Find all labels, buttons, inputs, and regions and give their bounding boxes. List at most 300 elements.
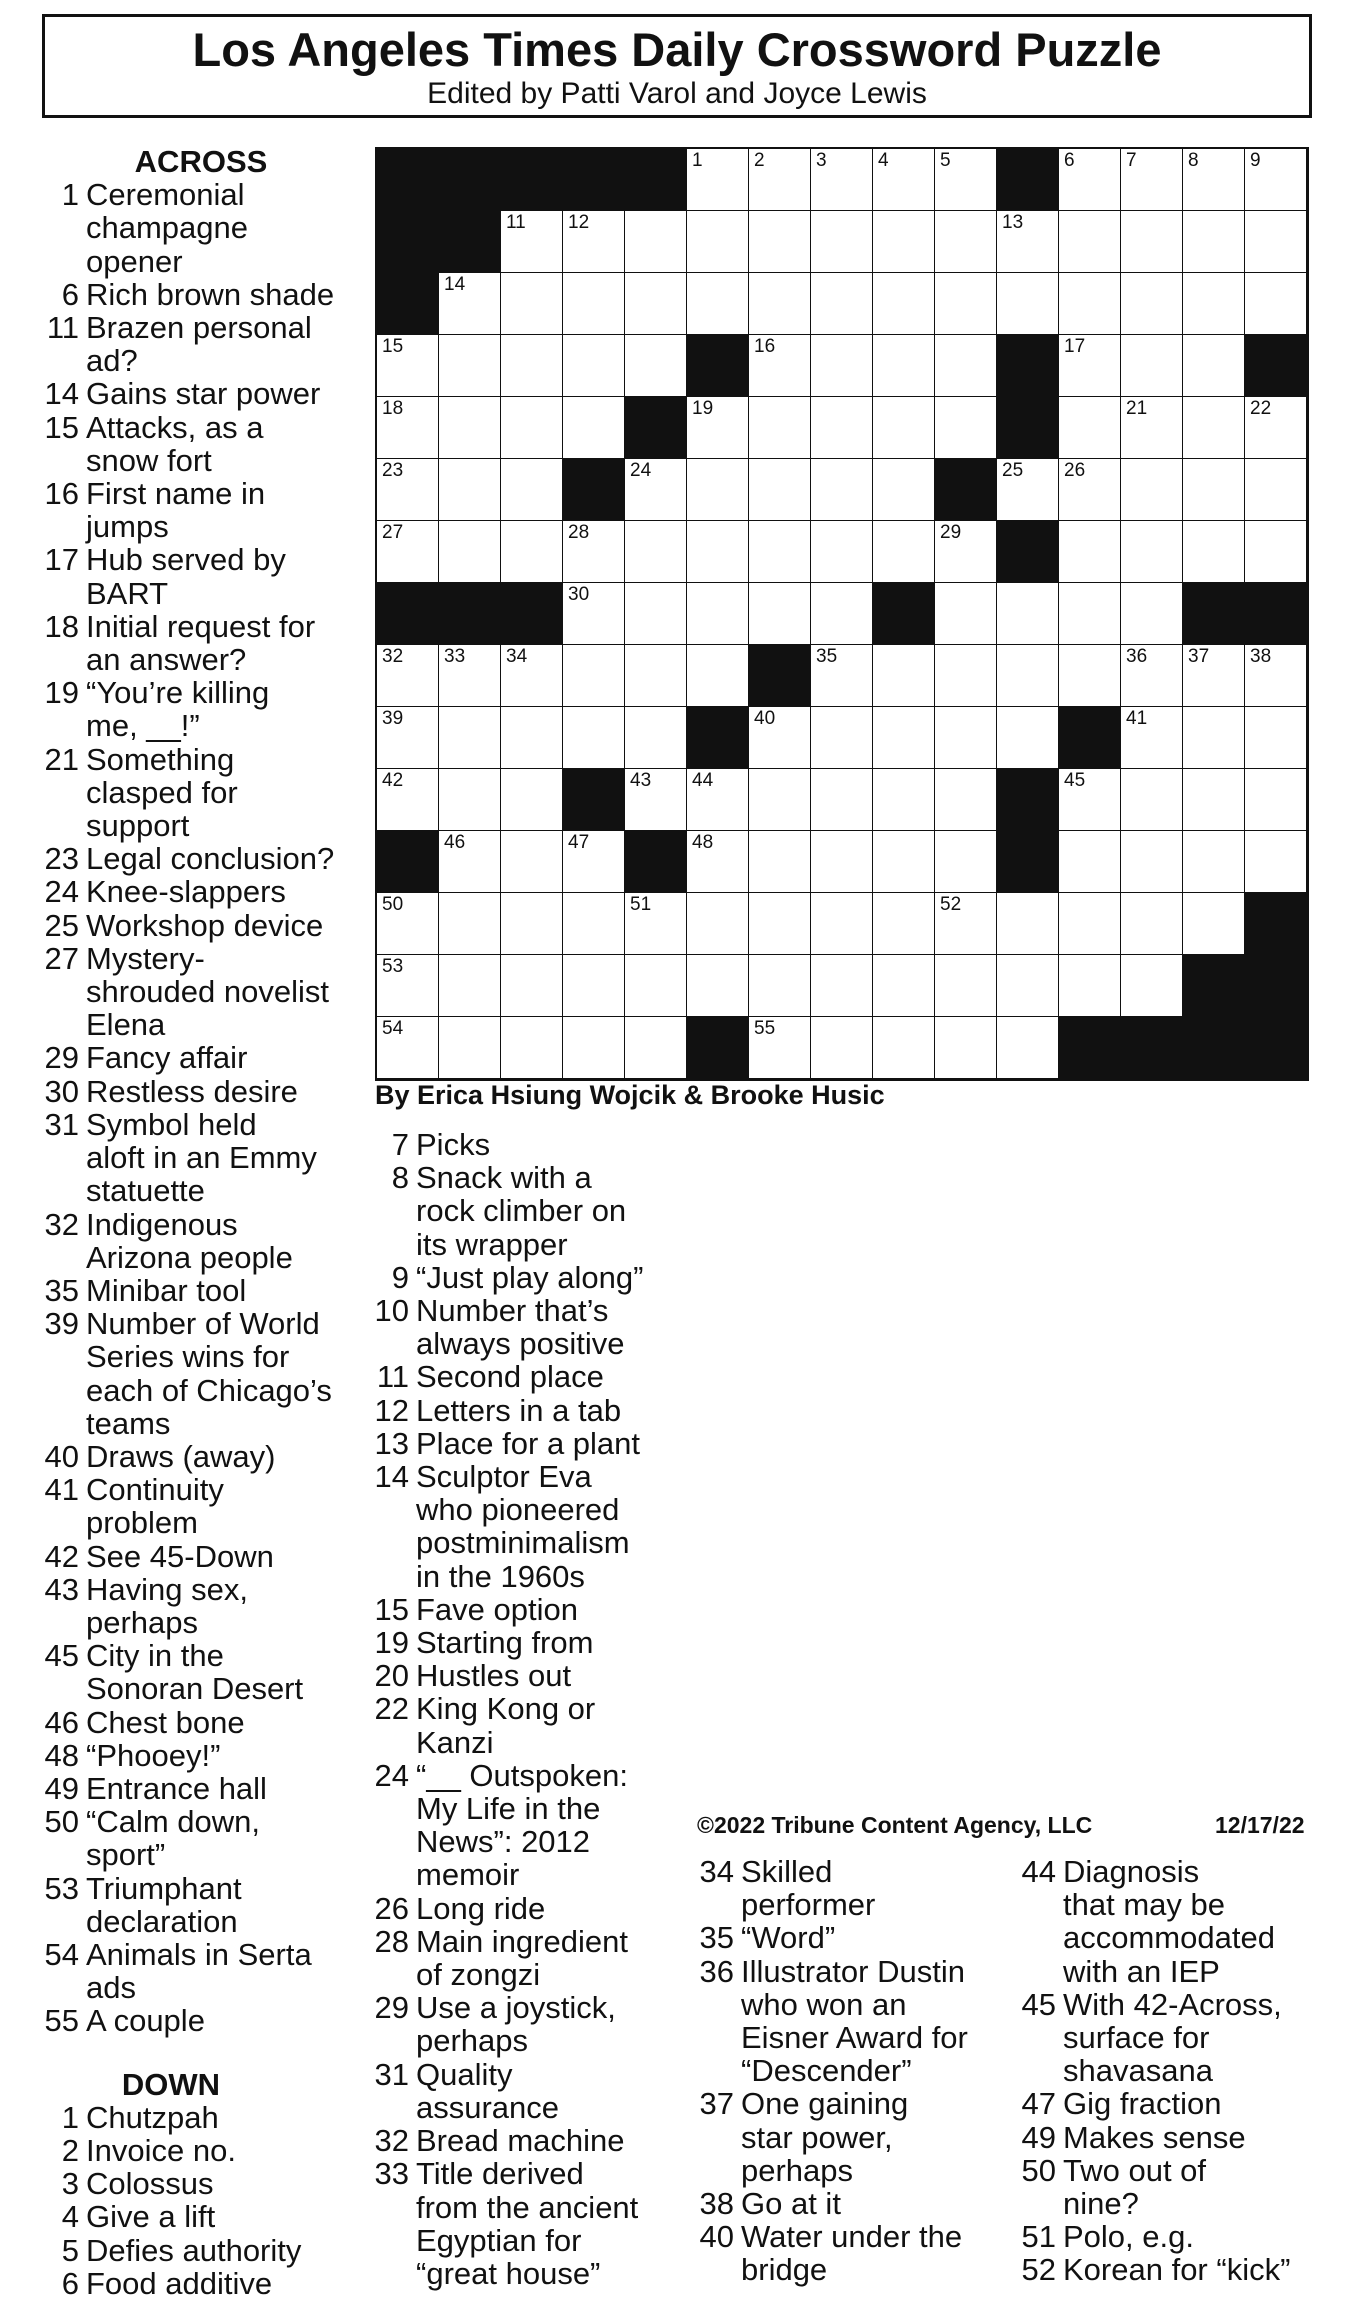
clue-text: performer bbox=[741, 1887, 876, 1923]
grid-cell[interactable] bbox=[749, 955, 811, 1017]
grid-cell[interactable] bbox=[1183, 707, 1245, 769]
down-clue-7 bbox=[372, 1128, 672, 1161]
cell-number: 54 bbox=[382, 1018, 404, 1039]
grid-cell[interactable] bbox=[1121, 273, 1183, 335]
grid-cell[interactable] bbox=[1245, 397, 1307, 459]
grid-cell[interactable] bbox=[873, 831, 935, 893]
grid-cell[interactable] bbox=[687, 645, 749, 707]
grid-cell[interactable] bbox=[811, 335, 873, 397]
grid-cell[interactable] bbox=[439, 707, 501, 769]
cell-number: 30 bbox=[568, 584, 590, 605]
grid-cell[interactable] bbox=[935, 583, 997, 645]
grid-cell[interactable] bbox=[1245, 645, 1307, 707]
grid-cell[interactable] bbox=[439, 335, 501, 397]
clue-number: 15 bbox=[44, 409, 79, 445]
grid-cell[interactable] bbox=[1059, 459, 1121, 521]
grid-cell[interactable] bbox=[501, 769, 563, 831]
grid-cell[interactable] bbox=[873, 955, 935, 1017]
black-square bbox=[501, 149, 563, 211]
grid-cell[interactable] bbox=[1059, 273, 1121, 335]
grid-cell[interactable] bbox=[1245, 149, 1307, 211]
grid-cell[interactable] bbox=[1245, 459, 1307, 521]
grid-cell[interactable] bbox=[501, 459, 563, 521]
grid-cell[interactable] bbox=[1183, 335, 1245, 397]
grid-cell[interactable] bbox=[377, 459, 439, 521]
grid-cell[interactable] bbox=[563, 335, 625, 397]
grid-cell[interactable] bbox=[749, 707, 811, 769]
grid-cell[interactable] bbox=[687, 273, 749, 335]
grid-cell[interactable] bbox=[997, 645, 1059, 707]
grid-cell[interactable] bbox=[377, 1017, 439, 1079]
grid-cell[interactable] bbox=[749, 459, 811, 521]
grid-cell[interactable] bbox=[687, 831, 749, 893]
grid-cell[interactable] bbox=[873, 521, 935, 583]
grid-cell[interactable] bbox=[1059, 831, 1121, 893]
down-clue-list-3 bbox=[697, 1855, 997, 2287]
down-clue-51 bbox=[1019, 2220, 1319, 2253]
cell-number: 39 bbox=[382, 708, 404, 729]
grid-cell[interactable] bbox=[687, 769, 749, 831]
grid-cell[interactable] bbox=[501, 831, 563, 893]
cell-number: 18 bbox=[382, 398, 404, 419]
grid-cell[interactable] bbox=[501, 893, 563, 955]
black-square bbox=[1183, 583, 1245, 645]
across-clue-21 bbox=[42, 743, 352, 776]
grid-cell[interactable] bbox=[377, 645, 439, 707]
grid-cell[interactable] bbox=[563, 273, 625, 335]
grid-cell[interactable] bbox=[811, 211, 873, 273]
grid-cell[interactable] bbox=[935, 645, 997, 707]
grid-cell[interactable] bbox=[749, 273, 811, 335]
grid-cell[interactable] bbox=[1059, 397, 1121, 459]
grid-cell[interactable] bbox=[811, 645, 873, 707]
clue-number: 21 bbox=[44, 741, 79, 777]
grid-cell[interactable] bbox=[439, 1017, 501, 1079]
grid-cell[interactable] bbox=[749, 335, 811, 397]
grid-cell[interactable] bbox=[873, 149, 935, 211]
grid-cell[interactable] bbox=[1245, 211, 1307, 273]
across-clue-25 bbox=[42, 909, 352, 942]
grid-cell[interactable] bbox=[625, 769, 687, 831]
grid-cell[interactable] bbox=[687, 459, 749, 521]
grid-cell[interactable] bbox=[625, 273, 687, 335]
clue-number: 33 bbox=[374, 2156, 409, 2192]
grid-cell[interactable] bbox=[501, 273, 563, 335]
grid-cell[interactable] bbox=[811, 769, 873, 831]
grid-cell[interactable] bbox=[935, 397, 997, 459]
grid-cell[interactable] bbox=[377, 893, 439, 955]
grid-cell[interactable] bbox=[1121, 955, 1183, 1017]
grid-cell[interactable] bbox=[935, 707, 997, 769]
grid-cell[interactable] bbox=[439, 397, 501, 459]
grid-cell[interactable] bbox=[1245, 521, 1307, 583]
grid-cell[interactable] bbox=[749, 769, 811, 831]
grid-cell[interactable] bbox=[935, 335, 997, 397]
grid-cell[interactable] bbox=[811, 707, 873, 769]
grid-cell[interactable] bbox=[873, 273, 935, 335]
grid-cell[interactable] bbox=[935, 831, 997, 893]
clue-text: problem bbox=[86, 1505, 198, 1541]
clue-text: “great house” bbox=[416, 2255, 601, 2291]
grid-cell[interactable] bbox=[1183, 273, 1245, 335]
grid-cell[interactable] bbox=[377, 955, 439, 1017]
clue-number: 14 bbox=[374, 1459, 409, 1495]
grid-cell[interactable] bbox=[439, 273, 501, 335]
down-clue-14 bbox=[372, 1526, 672, 1559]
down-clue-6 bbox=[42, 2267, 352, 2300]
across-clue-6 bbox=[42, 278, 352, 311]
across-clue-43 bbox=[42, 1573, 352, 1606]
black-square bbox=[997, 335, 1059, 397]
grid-cell[interactable] bbox=[439, 831, 501, 893]
black-square bbox=[1183, 1017, 1245, 1079]
grid-cell[interactable] bbox=[625, 521, 687, 583]
grid-cell[interactable] bbox=[563, 893, 625, 955]
grid-cell[interactable] bbox=[749, 893, 811, 955]
clue-text: Entrance hall bbox=[86, 1770, 267, 1806]
grid-cell[interactable] bbox=[1059, 149, 1121, 211]
down-clue-35 bbox=[697, 1921, 997, 1954]
grid-cell[interactable] bbox=[997, 211, 1059, 273]
down-clue-14 bbox=[372, 1493, 672, 1526]
grid-cell[interactable] bbox=[811, 149, 873, 211]
clue-text: who pioneered bbox=[416, 1492, 620, 1528]
grid-cell[interactable] bbox=[1183, 645, 1245, 707]
clue-text: Number that’s bbox=[416, 1293, 609, 1329]
grid-cell[interactable] bbox=[749, 831, 811, 893]
down-clue-8 bbox=[372, 1194, 672, 1227]
clue-text: declaration bbox=[86, 1903, 238, 1939]
grid-cell[interactable] bbox=[377, 707, 439, 769]
grid-cell[interactable] bbox=[1059, 521, 1121, 583]
cell-number: 35 bbox=[816, 646, 838, 667]
across-clue-32 bbox=[42, 1208, 352, 1241]
grid-cell[interactable] bbox=[563, 645, 625, 707]
clue-number: 32 bbox=[374, 2123, 409, 2159]
grid-cell[interactable] bbox=[1059, 893, 1121, 955]
grid-cell[interactable] bbox=[439, 459, 501, 521]
grid-cell[interactable] bbox=[997, 955, 1059, 1017]
grid-cell[interactable] bbox=[749, 521, 811, 583]
across-clue-43 bbox=[42, 1606, 352, 1639]
grid-cell[interactable] bbox=[935, 1017, 997, 1079]
clue-number: 30 bbox=[44, 1073, 79, 1109]
grid-cell[interactable] bbox=[563, 955, 625, 1017]
clue-text: star power, bbox=[741, 2119, 893, 2155]
grid-cell[interactable] bbox=[1183, 831, 1245, 893]
grid-cell[interactable] bbox=[873, 397, 935, 459]
clue-number: 1 bbox=[61, 2099, 79, 2135]
grid-cell[interactable] bbox=[997, 1017, 1059, 1079]
black-square bbox=[1059, 1017, 1121, 1079]
grid-cell[interactable] bbox=[625, 893, 687, 955]
grid-cell[interactable] bbox=[811, 459, 873, 521]
grid-cell[interactable] bbox=[1245, 707, 1307, 769]
grid-cell[interactable] bbox=[935, 211, 997, 273]
clue-number: 19 bbox=[44, 675, 79, 711]
clue-text: in the 1960s bbox=[416, 1558, 585, 1594]
crossword-grid bbox=[375, 147, 1309, 1081]
grid-cell[interactable] bbox=[873, 211, 935, 273]
down-heading: DOWN bbox=[121, 2066, 221, 2102]
grid-cell[interactable] bbox=[1059, 645, 1121, 707]
grid-cell[interactable] bbox=[625, 335, 687, 397]
grid-cell[interactable] bbox=[625, 645, 687, 707]
clue-number: 47 bbox=[1021, 2086, 1056, 2122]
grid-cell[interactable] bbox=[501, 955, 563, 1017]
grid-cell[interactable] bbox=[563, 1017, 625, 1079]
cell-number: 53 bbox=[382, 956, 404, 977]
grid-cell[interactable] bbox=[563, 211, 625, 273]
down-clue-24 bbox=[372, 1858, 672, 1891]
clue-number: 52 bbox=[1021, 2252, 1056, 2288]
grid-cell[interactable] bbox=[439, 769, 501, 831]
grid-cell[interactable] bbox=[1121, 521, 1183, 583]
grid-cell[interactable] bbox=[625, 707, 687, 769]
grid-cell[interactable] bbox=[935, 521, 997, 583]
grid-cell[interactable] bbox=[1245, 273, 1307, 335]
grid-cell[interactable] bbox=[687, 893, 749, 955]
grid-cell[interactable] bbox=[997, 459, 1059, 521]
grid-cell[interactable] bbox=[873, 459, 935, 521]
clue-text: Attacks, as a bbox=[86, 409, 264, 445]
clue-number: 49 bbox=[1021, 2119, 1056, 2155]
black-square bbox=[997, 149, 1059, 211]
down-clue-33 bbox=[372, 2157, 672, 2190]
grid-cell[interactable] bbox=[935, 149, 997, 211]
grid-cell[interactable] bbox=[935, 893, 997, 955]
grid-cell[interactable] bbox=[501, 397, 563, 459]
cell-number: 48 bbox=[692, 832, 714, 853]
grid-cell[interactable] bbox=[563, 397, 625, 459]
across-clue-15 bbox=[42, 444, 352, 477]
grid-cell[interactable] bbox=[1121, 459, 1183, 521]
grid-cell[interactable] bbox=[377, 521, 439, 583]
grid-cell[interactable] bbox=[625, 459, 687, 521]
clue-text: King Kong or bbox=[416, 1691, 596, 1727]
grid-cell[interactable] bbox=[501, 707, 563, 769]
grid-cell[interactable] bbox=[1183, 769, 1245, 831]
down-clue-37 bbox=[697, 2087, 997, 2120]
grid-cell[interactable] bbox=[749, 583, 811, 645]
grid-cell[interactable] bbox=[1121, 645, 1183, 707]
grid-cell[interactable] bbox=[1121, 893, 1183, 955]
grid-cell[interactable] bbox=[1183, 459, 1245, 521]
cell-number: 29 bbox=[940, 522, 962, 543]
grid-cell[interactable] bbox=[935, 955, 997, 1017]
cell-number: 9 bbox=[1250, 150, 1261, 171]
grid-cell[interactable] bbox=[749, 149, 811, 211]
grid-cell[interactable] bbox=[811, 955, 873, 1017]
grid-cell[interactable] bbox=[1059, 583, 1121, 645]
cell-number: 13 bbox=[1002, 212, 1024, 233]
grid-cell[interactable] bbox=[1121, 397, 1183, 459]
grid-cell[interactable] bbox=[1121, 707, 1183, 769]
grid-cell[interactable] bbox=[1059, 211, 1121, 273]
grid-cell[interactable] bbox=[439, 955, 501, 1017]
puzzle-header bbox=[42, 14, 1312, 118]
clue-text: Arizona people bbox=[86, 1239, 293, 1275]
across-clue-24 bbox=[42, 875, 352, 908]
across-clue-11 bbox=[42, 311, 352, 344]
down-clue-4 bbox=[42, 2200, 352, 2233]
clue-text: Something bbox=[86, 741, 235, 777]
grid-cell[interactable] bbox=[749, 1017, 811, 1079]
black-square bbox=[563, 149, 625, 211]
grid-cell[interactable] bbox=[1183, 397, 1245, 459]
clue-number: 31 bbox=[374, 2056, 409, 2092]
across-clue-27 bbox=[42, 942, 352, 975]
grid-cell[interactable] bbox=[811, 273, 873, 335]
grid-cell[interactable] bbox=[563, 831, 625, 893]
down-clue-15 bbox=[372, 1593, 672, 1626]
cell-number: 27 bbox=[382, 522, 404, 543]
grid-cell[interactable] bbox=[501, 521, 563, 583]
grid-cell[interactable] bbox=[1059, 769, 1121, 831]
grid-cell[interactable] bbox=[1121, 831, 1183, 893]
grid-cell[interactable] bbox=[625, 583, 687, 645]
grid-cell[interactable] bbox=[687, 211, 749, 273]
grid-cell[interactable] bbox=[687, 397, 749, 459]
grid-cell[interactable] bbox=[1183, 211, 1245, 273]
down-clue-28 bbox=[372, 1958, 672, 1991]
grid-cell[interactable] bbox=[687, 149, 749, 211]
across-clue-49 bbox=[42, 1772, 352, 1805]
clue-text: Fancy affair bbox=[86, 1040, 248, 1076]
clue-number: 53 bbox=[44, 1870, 79, 1906]
grid-cell[interactable] bbox=[1183, 521, 1245, 583]
grid-cell[interactable] bbox=[1245, 769, 1307, 831]
across-clue-1 bbox=[42, 178, 352, 211]
grid-cell[interactable] bbox=[687, 521, 749, 583]
grid-cell[interactable] bbox=[501, 1017, 563, 1079]
grid-cell[interactable] bbox=[811, 1017, 873, 1079]
black-square bbox=[997, 397, 1059, 459]
clue-text: champagne bbox=[86, 210, 249, 246]
down-clue-1 bbox=[42, 2101, 352, 2134]
grid-cell[interactable] bbox=[1059, 335, 1121, 397]
clue-text: shavasana bbox=[1063, 2053, 1213, 2089]
grid-cell[interactable] bbox=[1245, 831, 1307, 893]
grid-cell[interactable] bbox=[563, 707, 625, 769]
clue-text: My Life in the bbox=[416, 1791, 601, 1827]
grid-cell[interactable] bbox=[377, 397, 439, 459]
grid-cell[interactable] bbox=[439, 645, 501, 707]
grid-cell[interactable] bbox=[1183, 893, 1245, 955]
grid-cell[interactable] bbox=[1121, 149, 1183, 211]
grid-cell[interactable] bbox=[997, 707, 1059, 769]
grid-cell[interactable] bbox=[687, 955, 749, 1017]
cell-number: 22 bbox=[1250, 398, 1272, 419]
across-clue-23 bbox=[42, 842, 352, 875]
cell-number: 32 bbox=[382, 646, 404, 667]
grid-cell[interactable] bbox=[501, 335, 563, 397]
clue-text: perhaps bbox=[741, 2152, 854, 2188]
grid-cell[interactable] bbox=[749, 211, 811, 273]
grid-cell[interactable] bbox=[1059, 955, 1121, 1017]
grid-cell[interactable] bbox=[873, 707, 935, 769]
grid-cell[interactable] bbox=[811, 893, 873, 955]
cell-number: 25 bbox=[1002, 460, 1024, 481]
grid-cell[interactable] bbox=[1121, 769, 1183, 831]
clue-text: Skilled bbox=[741, 1854, 833, 1889]
grid-cell[interactable] bbox=[997, 893, 1059, 955]
black-square bbox=[377, 831, 439, 893]
clue-text: Korean for “kick” bbox=[1063, 2252, 1291, 2288]
clue-text: Number of World bbox=[86, 1306, 320, 1342]
across-clue-30 bbox=[42, 1075, 352, 1108]
grid-cell[interactable] bbox=[1121, 211, 1183, 273]
down-clue-list-2 bbox=[372, 1128, 672, 2290]
grid-cell[interactable] bbox=[873, 335, 935, 397]
grid-cell[interactable] bbox=[1183, 149, 1245, 211]
grid-cell[interactable] bbox=[377, 335, 439, 397]
grid-cell[interactable] bbox=[811, 397, 873, 459]
cell-number: 17 bbox=[1064, 336, 1086, 357]
clue-text: that may be bbox=[1063, 1887, 1225, 1923]
grid-cell[interactable] bbox=[873, 1017, 935, 1079]
clue-number: 6 bbox=[61, 2265, 79, 2301]
grid-cell[interactable] bbox=[625, 211, 687, 273]
grid-cell[interactable] bbox=[997, 273, 1059, 335]
grid-cell[interactable] bbox=[563, 521, 625, 583]
cell-number: 44 bbox=[692, 770, 714, 791]
cell-number: 1 bbox=[692, 150, 703, 171]
across-clue-14 bbox=[42, 377, 352, 410]
grid-cell[interactable] bbox=[935, 273, 997, 335]
across-clue-16 bbox=[42, 477, 352, 510]
cell-number: 41 bbox=[1126, 708, 1148, 729]
down-clue-5 bbox=[42, 2234, 352, 2267]
grid-cell[interactable] bbox=[439, 521, 501, 583]
grid-cell[interactable] bbox=[873, 769, 935, 831]
grid-cell[interactable] bbox=[811, 521, 873, 583]
grid-cell[interactable] bbox=[563, 583, 625, 645]
grid-cell[interactable] bbox=[935, 769, 997, 831]
grid-cell[interactable] bbox=[687, 583, 749, 645]
grid-cell[interactable] bbox=[873, 893, 935, 955]
clue-text: who won an bbox=[741, 1986, 907, 2022]
grid-cell[interactable] bbox=[811, 831, 873, 893]
clue-text: surface for bbox=[1063, 2020, 1210, 2056]
clue-text: Elena bbox=[86, 1007, 166, 1043]
grid-cell[interactable] bbox=[377, 769, 439, 831]
grid-cell[interactable] bbox=[625, 1017, 687, 1079]
grid-cell[interactable] bbox=[439, 893, 501, 955]
byline: By Erica Hsiung Wojcik & Brooke Husic bbox=[375, 1080, 885, 1110]
across-clue-31 bbox=[42, 1141, 352, 1174]
across-clue-17 bbox=[42, 577, 352, 610]
clue-number: 35 bbox=[44, 1272, 79, 1308]
cell-number: 26 bbox=[1064, 460, 1086, 481]
across-clue-18 bbox=[42, 610, 352, 643]
grid-cell[interactable] bbox=[1121, 335, 1183, 397]
grid-cell[interactable] bbox=[997, 583, 1059, 645]
grid-cell[interactable] bbox=[749, 397, 811, 459]
clue-text: memoir bbox=[416, 1857, 520, 1893]
clue-number: 16 bbox=[44, 476, 79, 512]
clue-text: snow fort bbox=[86, 442, 212, 478]
clue-text: always positive bbox=[416, 1326, 625, 1362]
clue-text: aloft in an Emmy bbox=[86, 1140, 317, 1176]
grid-cell[interactable] bbox=[625, 955, 687, 1017]
clue-text: Food additive bbox=[86, 2265, 273, 2301]
grid-cell[interactable] bbox=[1121, 583, 1183, 645]
grid-cell[interactable] bbox=[501, 211, 563, 273]
grid-cell[interactable] bbox=[811, 583, 873, 645]
grid-cell[interactable] bbox=[873, 645, 935, 707]
grid-cell[interactable] bbox=[501, 645, 563, 707]
